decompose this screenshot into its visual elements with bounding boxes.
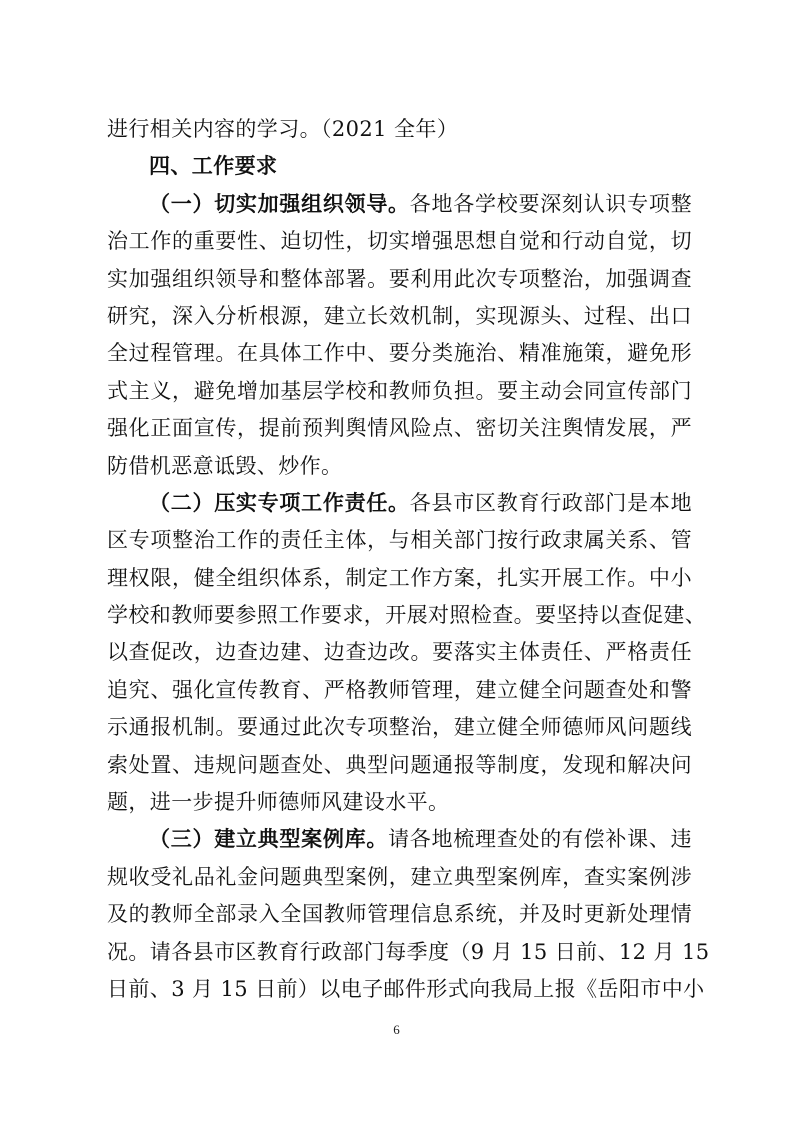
section-heading <box>107 148 692 185</box>
line-text: 各县市区教育行政部门是本地 <box>409 490 692 515</box>
line-text: 规收受礼品礼金问题典型案例，建立典型案例库，查实案例涉 <box>107 864 692 889</box>
line-text: 强化正面宣传，提前预判舆情风险点、密切关注舆情发展，严 <box>107 416 692 441</box>
subheading-lead: （一）切实加强组织领导。 <box>149 191 410 216</box>
text-line <box>107 747 692 784</box>
text-line <box>107 560 692 597</box>
line-text: 区专项整治工作的责任主体，与相关部门按行政隶属关系、管 <box>107 528 692 553</box>
line-text: 及的教师全部录入全国教师管理信息系统，并及时更新处理情 <box>107 902 692 927</box>
line-text: 以查促改，边查边建、边查边改。要落实主体责任、严格责任 <box>107 640 692 665</box>
text-line <box>107 410 692 447</box>
text-line <box>107 896 692 933</box>
subheading-lead: （二）压实专项工作责任。 <box>149 490 410 515</box>
heading-text: 四、工作要求 <box>149 154 278 179</box>
line-text: 请各地梳理查处的有偿补课、违 <box>388 827 692 852</box>
text-line <box>107 448 692 485</box>
line-text: 学校和教师要参照工作要求，开展对照检查。要坚持以查促建、 <box>107 603 707 628</box>
text-line <box>107 298 692 335</box>
text-line <box>107 261 692 298</box>
line-text: 全过程管理。在具体工作中、要分类施治、精准施策，避免形 <box>107 341 692 366</box>
text-line <box>107 821 692 858</box>
text-line <box>107 971 705 1008</box>
text-line <box>107 672 692 709</box>
text-line <box>107 373 692 410</box>
text-line <box>107 186 692 223</box>
page-number: 6 <box>393 1022 400 1037</box>
line-text: 各地各学校要深刻认识专项整 <box>409 191 692 216</box>
text-line <box>107 634 692 671</box>
subheading-lead: （三）建立典型案例库。 <box>149 827 389 852</box>
line-text: 治工作的重要性、迫切性，切实增强思想自觉和行动自觉，切 <box>107 229 692 254</box>
text-line <box>107 522 692 559</box>
text-line <box>107 709 692 746</box>
line-text: 理权限，健全组织体系，制定工作方案，扎实开展工作。中小 <box>107 565 692 590</box>
line-text: 实加强组织领导和整体部署。要利用此次专项整治，加强调查 <box>107 266 692 291</box>
text-line <box>107 223 692 260</box>
text-line <box>107 485 692 522</box>
line-text: 况。请各县市区教育行政部门每季度（9 月 15 日前、12 月 15 <box>107 939 710 964</box>
line-text: 防借机恶意诋毁、炒作。 <box>107 453 343 478</box>
text-line <box>107 934 710 971</box>
text-line <box>107 784 692 821</box>
line-text: 追究、强化宣传教育、严格教师管理，建立健全问题查处和警 <box>107 677 692 702</box>
line-text: 式主义，避免增加基层学校和教师负担。要主动会同宣传部门 <box>107 378 692 403</box>
line-text: 索处置、违规问题查处、典型问题通报等制度，发现和解决问 <box>107 752 692 777</box>
text-line <box>107 597 707 634</box>
text-line <box>107 859 692 896</box>
line-text: 研究，深入分析根源，建立长效机制，实现源头、过程、出口 <box>107 303 692 328</box>
line-text: 进行相关内容的学习。（2021 全年） <box>107 117 459 141</box>
text-line <box>107 111 692 148</box>
document-body <box>107 111 710 1008</box>
text-line <box>107 335 692 372</box>
line-text: 日前、3 月 15 日前）以电子邮件形式向我局上报《岳阳市中小 <box>107 976 705 1001</box>
line-text: 示通报机制。要通过此次专项整治，建立健全师德师风问题线 <box>107 715 692 740</box>
line-text: 题，进一步提升师德师风建设水平。 <box>107 790 450 815</box>
